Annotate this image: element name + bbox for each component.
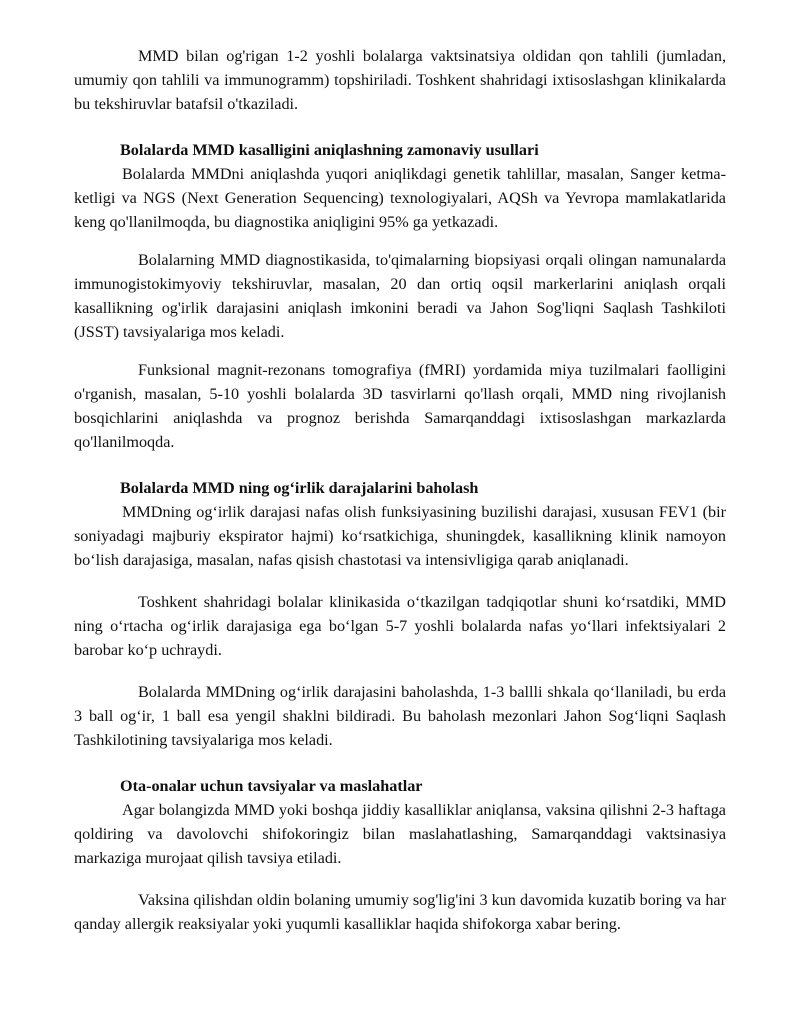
paragraph-immunohistochemistry: Bolalarning MMD diagnostikasida, to'qimalarning biopsiyasi orqali olingan namunalarda immunogistokimyoviy tekshiruvlar, masalan, 20 dan ortiq oqsil markerlarini aniqlash orqali kasallikning og'irlik darajasini aniqlash imkonini beradi va Jahon Sog'liqni Saqlash Tashkiloti (JSST) tavsiyalariga mos keladi. bbox=[74, 251, 726, 341]
paragraph-fev1: MMDning og‘irlik darajasi nafas olish funksiyasining buzilishi darajasi, xususan FEV1 (bir soniyadagi majburiy ekspirator hajmi) ko‘rsatkichiga, shuningdek, kasallikning klinik namoyon bo‘lish darajasiga, masalan, nafas qisish chastotasi va intensivligiga qarab aniqlanadi. bbox=[74, 503, 726, 569]
paragraph-vaccination-bloodtest: MMD bilan og'rigan 1-2 yoshli bolalarga vaktsinatsiya oldidan qon tahlili (jumladan, umumiy qon tahlili va immunogramm) topshiriladi. Toshkent shahridagi ixtisoslashgan klinikalarda bu tekshiruvlar batafsil o'tkaziladi. bbox=[74, 47, 726, 113]
heading-severity-assessment: Bolalarda MMD ning og‘irlik darajalarini baholash bbox=[120, 479, 479, 497]
paragraph-postpone-vaccination: Agar bolangizda MMD yoki boshqa jiddiy kasalliklar aniqlansa, vaksina qilishni 2-3 haftaga qoldiring va davolovchi shifokoringiz bilan maslahatlashing, Samarqanddagi vaktsinasiya markaziga murojaat qilish tavsiya etiladi. bbox=[74, 801, 726, 867]
paragraph-monitor-health: Vaksina qilishdan oldin bolaning umumiy sog'lig'ini 3 kun davomida kuzatib boring va har qanday allergik reaksiyalar yoki yuqumli kasalliklar haqida shifokorga xabar bering. bbox=[74, 891, 726, 933]
paragraph-score-scale: Bolalarda MMDning og‘irlik darajasini baholashda, 1-3 ballli shkala qo‘llaniladi, bu erda 3 ball og‘ir, 1 ball esa yengil shaklni bildiradi. Bu baholash mezonlari Jahon Sog‘liqni Saqlash Tashkilotining tavsiyalariga mos keladi. bbox=[74, 683, 726, 749]
paragraph-genetic-analysis: Bolalarda MMDni aniqlashda yuqori aniqlikdagi genetik tahlillar, masalan, Sanger ketma-ketligi va NGS (Next Generation Sequencing) texnologiyalari, AQSh va Yevropa mamlakatlarida keng qo'llanilmoqda, bu diagnostika aniqligini 95% ga yetkazadi. bbox=[74, 165, 726, 231]
document-page bbox=[74, 44, 726, 936]
heading-parent-recommendations: Ota-onalar uchun tavsiyalar va maslahatlar bbox=[120, 777, 423, 795]
paragraph-tashkent-study: Toshkent shahridagi bolalar klinikasida o‘tkazilgan tadqiqotlar shuni ko‘rsatdiki, MMD ning o‘rtacha og‘irlik darajasiga ega bo‘lgan 5-7 yoshli bolalarda nafas yo‘llari infektsiyalari 2 barobar ko‘p uchraydi. bbox=[74, 593, 726, 659]
heading-modern-methods: Bolalarda MMD kasalligini aniqlashning zamonaviy usullari bbox=[120, 141, 539, 159]
paragraph-fmri: Funksional magnit-rezonans tomografiya (fMRI) yordamida miya tuzilmalari faolligini o'rganish, masalan, 5-10 yoshli bolalarda 3D tasvirlarni qo'llash orqali, MMD ning rivojlanish bosqichlarini aniqlashda va prognoz berishda Samarqanddagi ixtisoslashgan markazlarda qo'llanilmoqda. bbox=[74, 361, 726, 451]
